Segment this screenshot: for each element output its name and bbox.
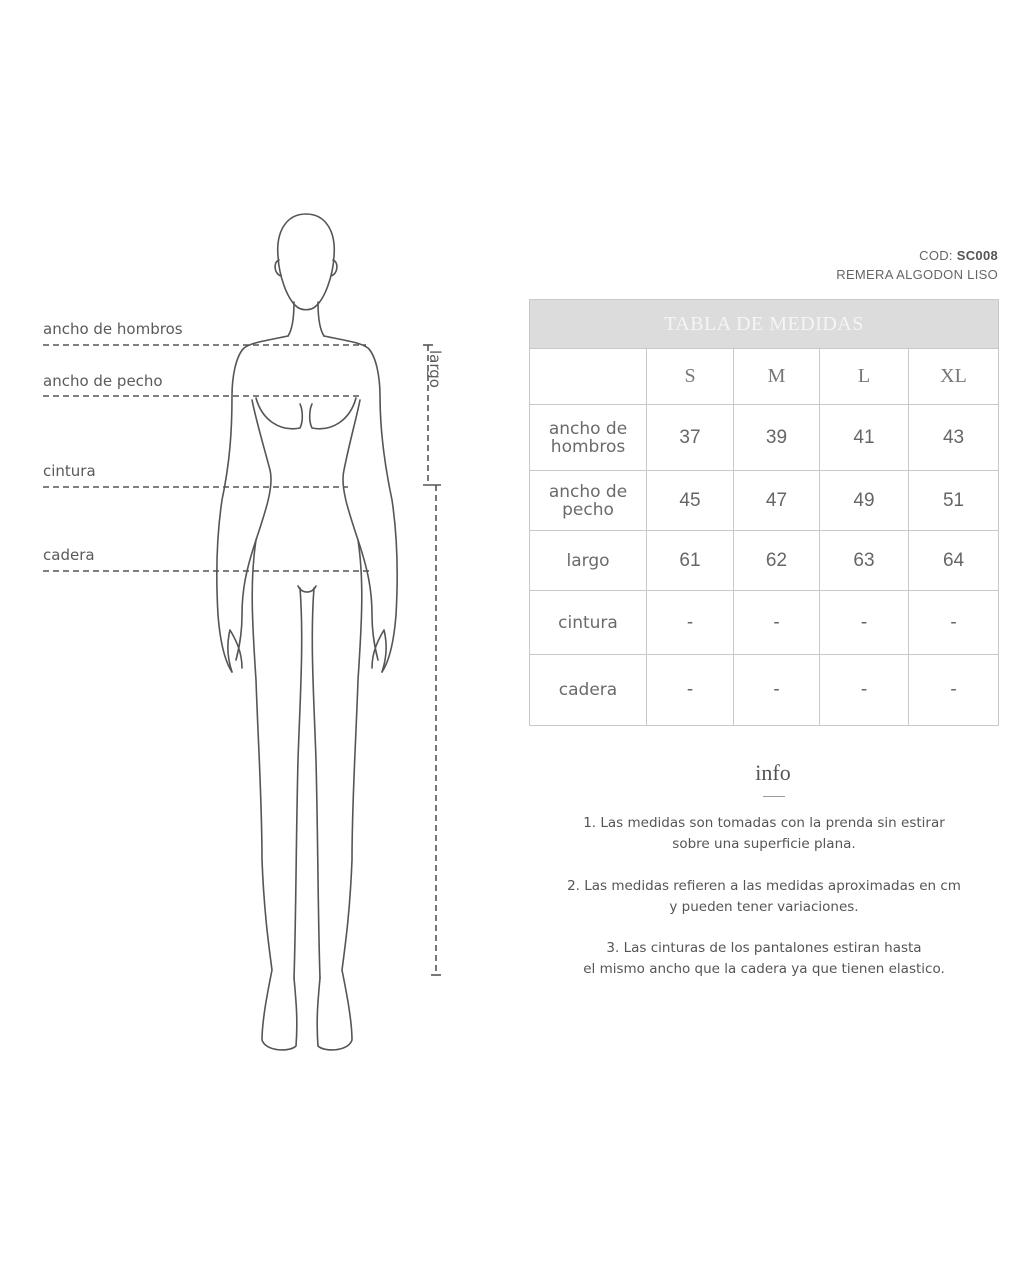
table-cell: 64 (909, 531, 999, 591)
shoulder-width-label: ancho de hombros (43, 320, 183, 338)
table-row (530, 591, 999, 655)
table-title: TABLA DE MEDIDAS (530, 300, 999, 349)
table-corner-cell (530, 349, 647, 405)
row-label: ancho de pecho (530, 471, 647, 531)
table-cell: - (734, 591, 820, 655)
row-label: ancho de hombros (530, 405, 647, 471)
table-cell: 37 (647, 405, 734, 471)
hip-label: cadera (43, 546, 95, 564)
product-name: REMERA ALGODON LISO (836, 267, 998, 282)
size-header-s: S (647, 349, 734, 405)
note-line: 1. Las medidas son tomadas con la prenda sin estirar (583, 815, 945, 831)
table-cell: 63 (820, 531, 909, 591)
size-header-m: M (734, 349, 820, 405)
waist-label: cintura (43, 462, 96, 480)
table-cell: - (909, 655, 999, 726)
product-header (836, 246, 998, 284)
table-cell: - (820, 591, 909, 655)
size-chart-table (529, 299, 999, 726)
info-note-2 (530, 876, 998, 918)
chest-width-label: ancho de pecho (43, 372, 163, 390)
table-cell: 62 (734, 531, 820, 591)
info-divider (763, 796, 785, 797)
table-cell: - (647, 591, 734, 655)
table-cell: 43 (909, 405, 999, 471)
table-cell: 39 (734, 405, 820, 471)
table-cell: 47 (734, 471, 820, 531)
info-title: info (755, 760, 791, 785)
table-cell: 45 (647, 471, 734, 531)
table-row (530, 655, 999, 726)
product-code-prefix: COD: (919, 248, 953, 263)
note-line: sobre una superficie plana. (672, 836, 856, 852)
size-header-row (530, 349, 999, 405)
table-cell: - (820, 655, 909, 726)
figure-legs (252, 540, 297, 1050)
table-row (530, 471, 999, 531)
note-line: 3. Las cinturas de los pantalones estiran hasta (606, 940, 922, 956)
table-cell: - (647, 655, 734, 726)
size-header-xl: XL (909, 349, 999, 405)
table-cell: 49 (820, 471, 909, 531)
product-code-value: SC008 (956, 248, 998, 263)
table-row (530, 405, 999, 471)
note-line: el mismo ancho que la cadera ya que tienen elastico. (583, 961, 945, 977)
table-cell: 41 (820, 405, 909, 471)
table-cell: - (734, 655, 820, 726)
figure-head (278, 214, 335, 310)
length-label: largo (426, 350, 444, 388)
note-line: 2. Las medidas refieren a las medidas aproximadas en cm (567, 878, 961, 894)
row-label: largo (530, 531, 647, 591)
note-line: y pueden tener variaciones. (669, 899, 859, 915)
table-row (530, 531, 999, 591)
size-header-l: L (820, 349, 909, 405)
table-cell: - (909, 591, 999, 655)
product-code (836, 246, 998, 265)
row-label: cadera (530, 655, 647, 726)
row-label: cintura (530, 591, 647, 655)
table-cell: 51 (909, 471, 999, 531)
table-cell: 61 (647, 531, 734, 591)
info-note-1 (530, 813, 998, 855)
info-note-3 (530, 938, 998, 980)
